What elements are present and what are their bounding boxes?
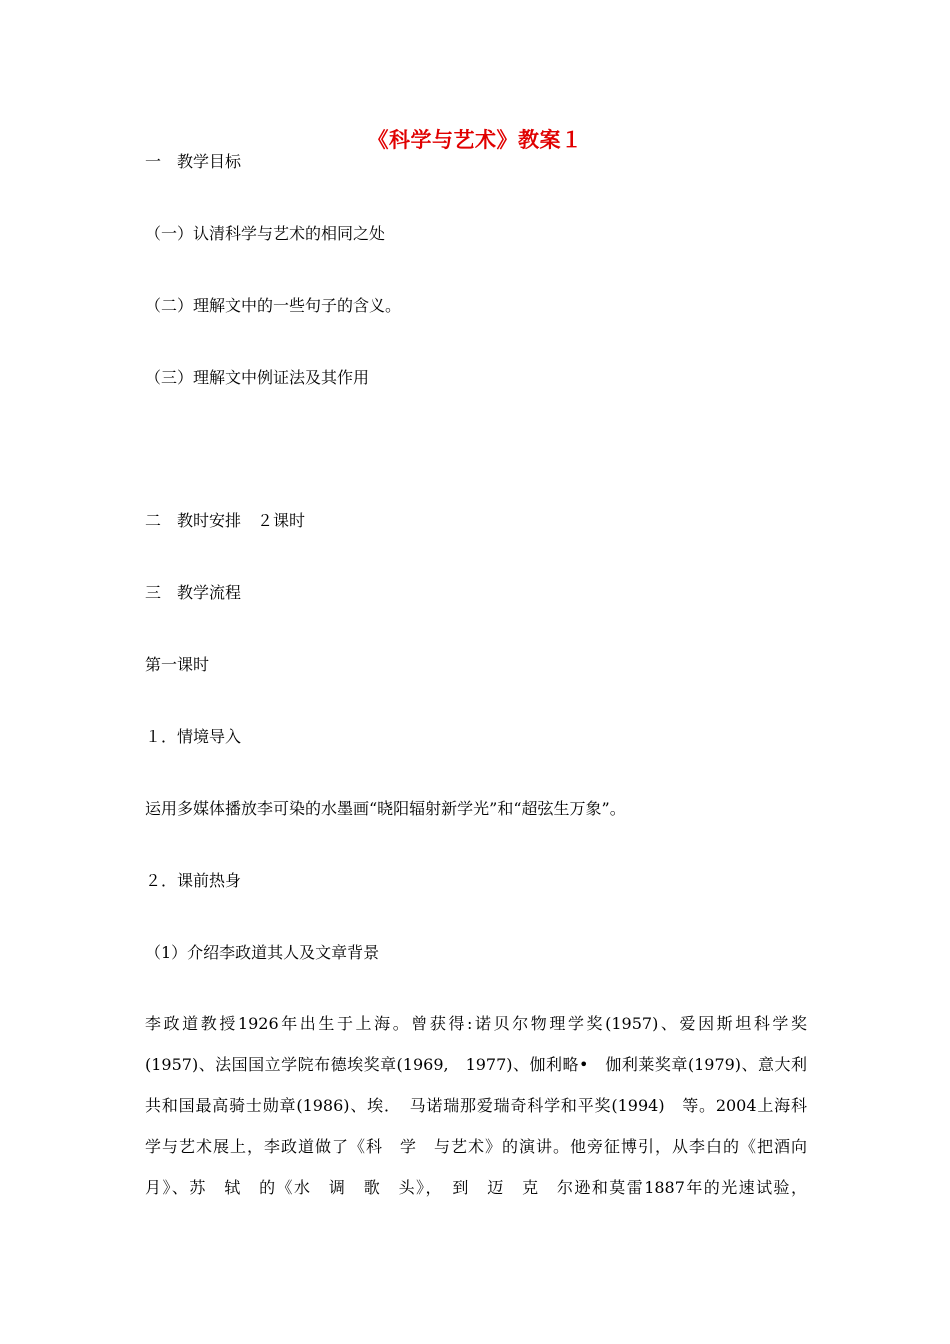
section-heading-teaching-goals: 一 教学目标 xyxy=(145,152,242,171)
paragraph-line: 学与艺术展上，李政道做了《科 学 与艺术》的演讲。他旁征博引，从李白的《把酒向 xyxy=(145,1137,807,1156)
step-heading-2: ２．课前热身 xyxy=(145,871,242,890)
goal-item-3: （三）理解文中例证法及其作用 xyxy=(145,368,370,387)
section-heading-schedule: 二 教时安排 ２课时 xyxy=(145,511,306,530)
paragraph-line: 李政道教授1926年出生于上海。曾获得:诺贝尔物理学奖(1957)、爱因斯坦科学奖 xyxy=(145,1014,807,1033)
document-title: 《科学与艺术》教案１ xyxy=(367,127,583,152)
section-heading-process: 三 教学流程 xyxy=(145,583,242,602)
paragraph-line: (1957)、法国国立学院布德埃奖章(1969, 1977)、伽利略• 伽利莱奖章(1979)、意大利 xyxy=(145,1055,807,1074)
step-2-subitem-1: （1）介绍李政道其人及文章背景 xyxy=(145,943,380,962)
paragraph-line: 共和国最高骑士勋章(1986)、埃． 马诺瑞那爱瑞奇科学和平奖(1994) 等。2004上海科 xyxy=(145,1096,807,1115)
goal-item-2: （二）理解文中的一些句子的含义。 xyxy=(145,296,402,315)
lesson-heading: 第一课时 xyxy=(145,655,210,674)
paragraph-line: 月》、苏 轼 的《水 调 歌 头》， 到 迈 克 尔逊和莫雷1887年的光速试验， xyxy=(145,1178,807,1197)
goal-item-1: （一）认清科学与艺术的相同之处 xyxy=(145,224,386,243)
biography-paragraph xyxy=(145,1003,807,1208)
step-heading-1: １．情境导入 xyxy=(145,727,242,746)
step-1-text: 运用多媒体播放李可染的水墨画“晓阳辐射新学光”和“超弦生万象”。 xyxy=(145,799,626,818)
